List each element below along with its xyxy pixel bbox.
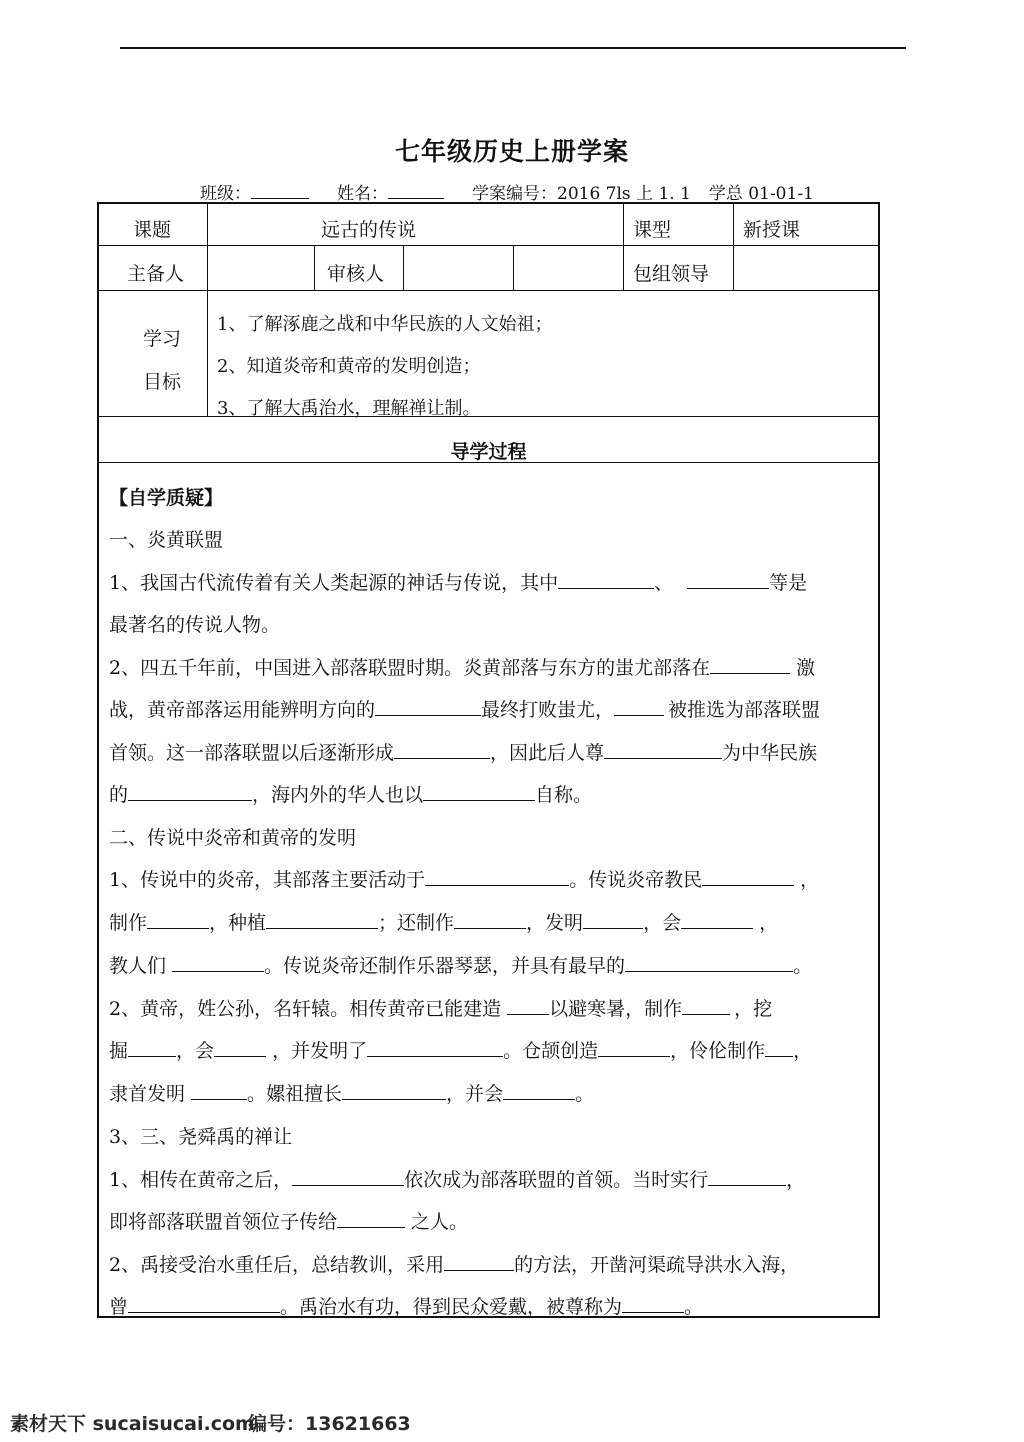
question-line: 2、四五千年前，中国进入部落联盟时期。炎黄部落与东方的蚩尤部落在 激	[109, 657, 816, 679]
answer-blank	[710, 655, 790, 674]
answer-blank	[191, 1081, 247, 1100]
answer-blank	[765, 1038, 793, 1057]
answer-blank	[583, 910, 643, 929]
answer-blank	[367, 1038, 503, 1057]
class-label: 班级：	[200, 184, 251, 204]
answer-blank	[337, 1209, 405, 1228]
name-label: 姓名：	[337, 184, 388, 204]
watermark-bar	[0, 1402, 1024, 1442]
answer-blank	[702, 867, 794, 886]
topic-label: 课题	[133, 219, 172, 241]
preparer-label: 主备人	[127, 263, 185, 285]
answer-blank	[444, 1252, 514, 1271]
question-line: 2、禹接受治水重任后，总结教训，采用 的方法，开凿河渠疏导洪水入海，	[109, 1254, 800, 1276]
answer-blank	[687, 570, 769, 589]
question-line: 掘 ，会 ，并发明了 。仓颉创造 ，伶伦制作 ，	[109, 1040, 813, 1062]
answer-blank	[681, 910, 753, 929]
row-divider	[99, 245, 878, 246]
answer-blank	[622, 1294, 684, 1313]
col-divider	[314, 245, 315, 290]
question-line: 首领。这一部落联盟以后逐渐形成 ，因此后人尊 为中华民族	[109, 742, 818, 764]
answer-blank	[423, 782, 535, 801]
code-label: 学案编号：	[472, 184, 557, 204]
section-3-title: 3、三、尧舜禹的禅让	[109, 1126, 293, 1148]
col-divider	[513, 245, 514, 290]
section-2-title: 二、传说中炎帝和黄帝的发明	[109, 827, 357, 849]
answer-blank	[292, 1167, 404, 1186]
answer-blank	[342, 1081, 446, 1100]
row-divider	[99, 290, 878, 291]
answer-blank	[214, 1038, 266, 1057]
answer-blank	[147, 910, 209, 929]
answer-blank	[454, 910, 526, 929]
goals-label-2: 目标	[143, 371, 182, 393]
lesson-type-label: 课型	[633, 219, 672, 241]
question-line: 最著名的传说人物。	[109, 614, 281, 636]
group-leader-label: 包组领导	[633, 263, 710, 285]
watermark-site: 素材天下 sucaisucai.com	[10, 1413, 255, 1435]
class-blank	[251, 182, 309, 199]
total-code: 学总 01-01-1	[708, 184, 814, 204]
col-divider	[623, 204, 624, 290]
answer-blank	[128, 782, 252, 801]
goals-label-1: 学习	[143, 328, 182, 350]
info-line	[200, 179, 814, 204]
answer-blank	[625, 953, 793, 972]
question-line: 1、相传在黄帝之后， 依次成为部落联盟的首领。当时实行 ，	[109, 1169, 806, 1191]
answer-blank	[598, 1038, 670, 1057]
question-line: 2、黄帝，姓公孙，名轩辕。相传黄帝已能建造 以避寒暑，制作 ，挖	[109, 998, 773, 1020]
name-blank	[388, 182, 444, 199]
worksheet-table	[97, 202, 880, 1318]
code-value: 2016 7ls 上 1. 1	[557, 184, 691, 204]
col-divider	[403, 245, 404, 290]
topic-value: 远古的传说	[321, 219, 417, 241]
question-line: 1、我国古代流传着有关人类起源的神话与传说，其中 、 等是	[109, 572, 808, 594]
answer-blank	[558, 570, 654, 589]
goal-item: 2、知道炎帝和黄帝的发明创造；	[217, 356, 481, 377]
question-line: 教人们 。传说炎帝还制作乐器琴瑟，并具有最早的 。	[109, 955, 813, 977]
process-heading: 导学过程	[450, 441, 527, 463]
row-divider	[99, 416, 878, 417]
answer-blank	[708, 1167, 786, 1186]
lesson-type-value: 新授课	[743, 219, 801, 241]
col-divider	[733, 204, 734, 290]
section-1-title: 一、炎黄联盟	[109, 529, 224, 551]
answer-blank	[128, 1038, 176, 1057]
goal-item: 1、了解涿鹿之战和中华民族的人文始祖；	[217, 314, 553, 335]
answer-blank	[614, 697, 664, 716]
answer-blank	[507, 996, 549, 1015]
page-title: 七年级历史上册学案	[394, 137, 629, 166]
answer-blank	[682, 996, 730, 1015]
answer-blank	[266, 910, 378, 929]
col-divider	[207, 204, 208, 416]
question-line: 的 ，海内外的华人也以 自称。	[109, 784, 593, 806]
watermark-number: 编号：13621663	[248, 1413, 411, 1435]
question-line: 战，黄帝部落运用能辨明方向的 最终打败蚩尤， 被推选为部落联盟	[109, 699, 821, 721]
answer-blank	[128, 1294, 280, 1313]
top-rule	[120, 47, 906, 49]
answer-blank	[425, 867, 569, 886]
answer-blank	[375, 697, 481, 716]
question-line: 曾 。禹治水有功，得到民众爱戴，被尊称为 。	[109, 1296, 704, 1318]
answer-blank	[604, 740, 722, 759]
question-line: 制作 ，种植 ；还制作 ，发明 ，会 ，	[109, 912, 779, 934]
question-line: 隶首发明 。嫘祖擅长 ，并会 。	[109, 1083, 595, 1105]
answer-blank	[394, 740, 490, 759]
reviewer-label: 审核人	[327, 263, 385, 285]
answer-blank	[172, 953, 264, 972]
answer-blank	[503, 1081, 575, 1100]
section-tag: 【自学质疑】	[109, 487, 224, 509]
goal-item: 3、了解大禹治水，理解禅让制。	[217, 398, 481, 419]
question-line: 即将部落联盟首领位子传给 之人。	[109, 1211, 469, 1233]
question-line: 1、传说中的炎帝，其部落主要活动于 。传说炎帝教民 ，	[109, 869, 820, 891]
